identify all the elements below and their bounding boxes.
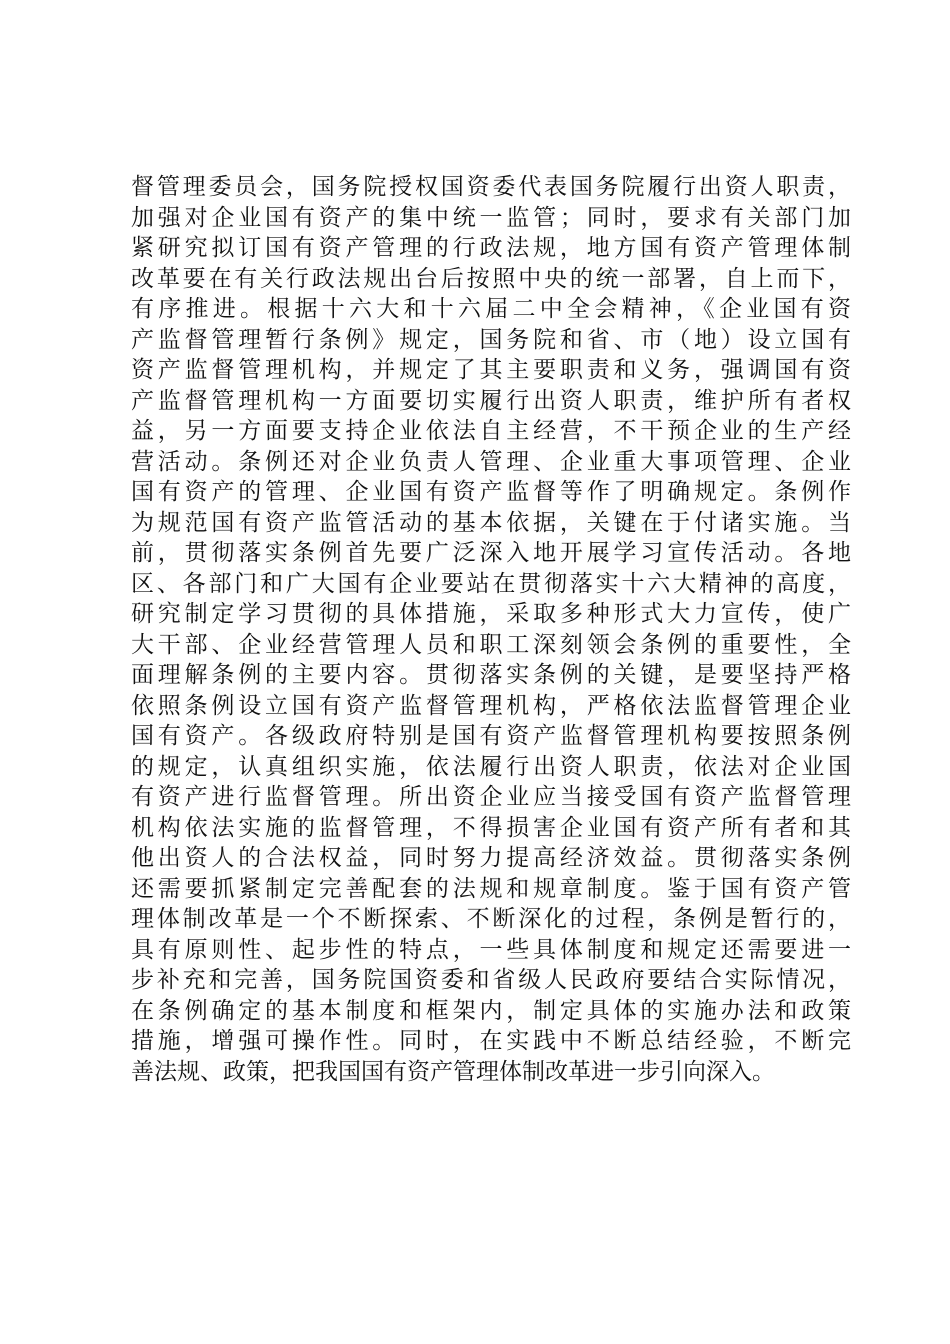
paragraph-line-11: 国有资产的管理、企业国有资产监督等作了明确规定。条例作: [131, 479, 851, 505]
paragraph-line-2: 加强对企业国有资产的集中统一监管；同时，要求有关部门加: [131, 204, 851, 231]
paragraph-line-1: 督管理委员会，国务院授权国资委代表国务院履行出资人职责，: [131, 174, 851, 200]
paragraph-line-8: 产监督管理机构一方面要切实履行出资人职责，维护所有者权: [131, 387, 851, 414]
paragraph-line-12: 为规范国有资产监管活动的基本依据，关键在于付诸实施。当: [131, 509, 851, 536]
paragraph-line-16: 大干部、企业经营管理人员和职工深刻领会条例的重要性，全: [131, 631, 851, 658]
body-paragraph: [131, 172, 851, 1087]
paragraph-line-20: 的规定，认真组织实施，依法履行出资人职责，依法对企业国: [131, 753, 851, 780]
paragraph-line-25: 理体制改革是一个不断探索、不断深化的过程，条例是暂行的，: [131, 906, 851, 932]
paragraph-line-15: 研究制定学习贯彻的具体措施，采取多种形式大力宣传，使广: [131, 601, 851, 627]
paragraph-line-23: 他出资人的合法权益，同时努力提高经济效益。贯彻落实条例: [131, 845, 851, 871]
paragraph-line-17: 面理解条例的主要内容。贯彻落实条例的关键，是要坚持严格: [131, 662, 851, 688]
paragraph-line-26: 具有原则性、起步性的特点，一些具体制度和规定还需要进一: [131, 936, 851, 963]
paragraph-line-19: 国有资产。各级政府特别是国有资产监督管理机构要按照条例: [131, 723, 851, 749]
paragraph-line-13: 前，贯彻落实条例首先要广泛深入地开展学习宣传活动。各地: [131, 540, 851, 566]
paragraph-line-5: 有序推进。根据十六大和十六届二中全会精神，《企业国有资: [131, 296, 851, 322]
paragraph-line-4: 改革要在有关行政法规出台后按照中央的统一部署，自上而下，: [131, 265, 851, 292]
paragraph-line-27: 步补充和完善，国务院国资委和省级人民政府要结合实际情况，: [131, 967, 851, 993]
paragraph-line-3: 紧研究拟订国有资产管理的行政法规，地方国有资产管理体制: [131, 235, 851, 261]
paragraph-line-7: 资产监督管理机构，并规定了其主要职责和义务，强调国有资: [131, 357, 851, 383]
paragraph-line-22: 机构依法实施的监督管理，不得损害企业国有资产所有者和其: [131, 814, 851, 841]
paragraph-line-14: 区、各部门和广大国有企业要站在贯彻落实十六大精神的高度，: [131, 570, 851, 597]
paragraph-line-24: 还需要抓紧制定完善配套的法规和规章制度。鉴于国有资产管: [131, 875, 851, 902]
paragraph-line-30: 善法规、政策，把我国国有资产管理体制改革进一步引向深入。: [131, 1058, 775, 1085]
paragraph-line-9: 益，另一方面要支持企业依法自主经营，不干预企业的生产经: [131, 418, 851, 444]
paragraph-line-29: 措施，增强可操作性。同时，在实践中不断总结经验，不断完: [131, 1028, 851, 1054]
paragraph-line-18: 依照条例设立国有资产监督管理机构，严格依法监督管理企业: [131, 692, 851, 719]
paragraph-line-21: 有资产进行监督管理。所出资企业应当接受国有资产监督管理: [131, 784, 851, 810]
paragraph-line-6: 产监督管理暂行条例》规定，国务院和省、市（地）设立国有: [131, 326, 851, 353]
paragraph-line-10: 营活动。条例还对企业负责人管理、企业重大事项管理、企业: [131, 448, 851, 475]
paragraph-line-28: 在条例确定的基本制度和框架内，制定具体的实施办法和政策: [131, 997, 851, 1024]
